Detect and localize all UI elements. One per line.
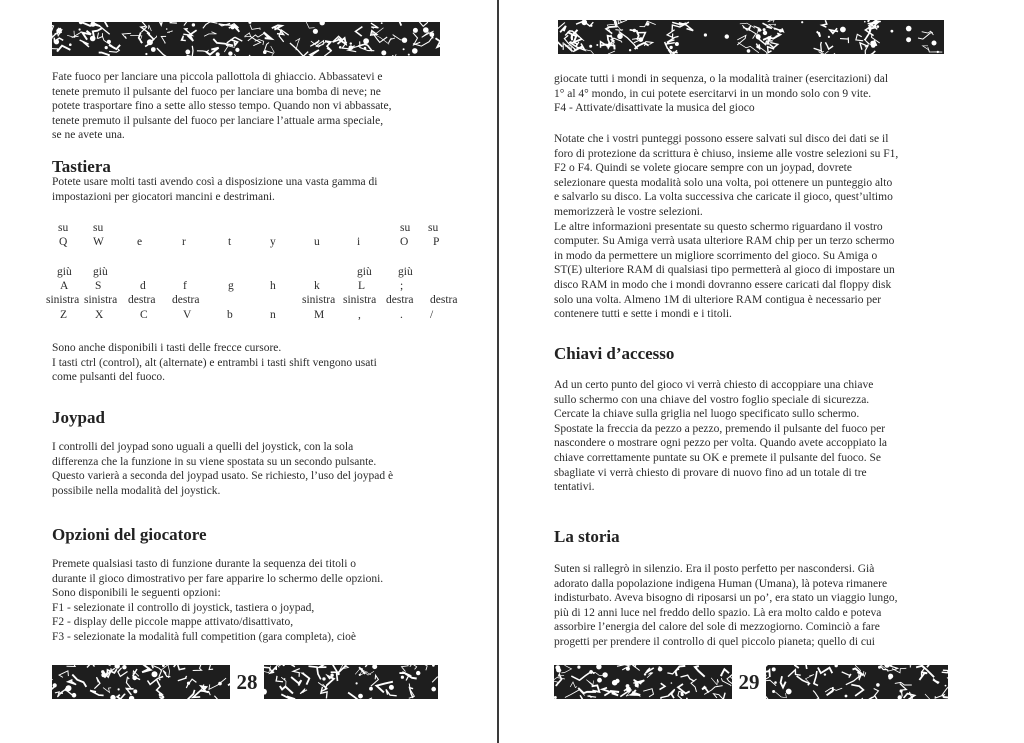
keyboard-cell: giù	[57, 266, 72, 278]
keyboard-cell: W	[93, 236, 104, 248]
keyboard-cell: giù	[398, 266, 413, 278]
tastiera-paragraph: Potete usare molti tasti avendo così a disposizione una vasta gamma di impostazioni per giocatori mancini e destrimani.	[52, 176, 378, 203]
keyboard-cell: e	[137, 236, 143, 248]
keyboard-cell: sinistra	[302, 294, 336, 306]
keyboard-cell: su	[400, 222, 411, 234]
keyboard-cell: su	[428, 222, 439, 234]
keyboard-cell: n	[270, 309, 276, 321]
keyboard-cell: ,	[358, 309, 361, 321]
keyboard-cell: h	[270, 280, 276, 292]
heading-chiavi: Chiavi d’accesso	[554, 344, 675, 363]
keyboard-cell: d	[140, 280, 146, 292]
page-number: 28	[230, 665, 264, 699]
heading-joypad: Joypad	[52, 408, 105, 427]
intro-paragraph: giocate tutti i mondi in sequenza, o la modalità trainer (esercitazioni) dal 1° al 4° mondo, in cui potete esercitarvi in un mondo solo con 9 vite. F4 - Attivate/disattivate la musica del gioco	[554, 73, 889, 115]
storia-paragraph: Suten si rallegrò in silenzio. Era il posto perfetto per nascondersi. Già adorato dalla popolazione indigena Human (Umana), là poteva rimanere indisturbato. Aveva bisogno di riposarsi un po’, era stato un viaggio lungo, più di 12 anni luce nel freddo dello spazio. Là era molto caldo e poteva assorbire l’energia del calore del sole di mezzogiorno. Cominciò a fare progetti per prendere il controllo di quel piccolo pianeta; quello di cui	[554, 563, 898, 648]
keyboard-notes-paragraph: Sono anche disponibili i tasti delle frecce cursore. I tasti ctrl (control), alt (alternate) e entrambi i tasti shift vengono usati come pulsanti del fuoco.	[52, 342, 377, 384]
keyboard-cell: r	[182, 236, 186, 248]
keyboard-cell: S	[95, 280, 102, 292]
keyboard-cell: ;	[400, 280, 404, 292]
keyboard-cell: f	[183, 280, 187, 292]
keyboard-cell: y	[270, 236, 276, 248]
keyboard-cell: destra	[430, 294, 458, 306]
keyboard-cell: A	[60, 280, 69, 292]
keyboard-cell: V	[183, 309, 192, 321]
keyboard-cell: t	[228, 236, 232, 248]
chiavi-paragraph: Ad un certo punto del gioco vi verrà chiesto di accoppiare una chiave sullo schermo con una chiave del vostro foglio speciale di sicurezza. Cercate la chiave sulla griglia nel luogo specificato sullo schermo. Spostate la freccia da pezzo a pezzo, premendo il pulsante del fuoco per nascondere o mostrare ogni pezzo per volta. Quando avete accoppiato la chiave correttamente puntate su OK e premete il pulsante del fuoco. Se sbagliate vi verrà chiesto di provare di nuovo fino ad un totale di tre tentativi.	[554, 379, 888, 494]
heading-opzioni: Opzioni del giocatore	[52, 525, 207, 544]
notes-paragraph: Notate che i vostri punteggi possono essere salvati sul disco dei dati se il foro di protezione da scrittura è chiuso, insieme alle vostre selezioni su F1, F2 o F4. Quindi se volete giocare sempre con un joypad, dovrete selezionare questa modalità solo una volta, poi ottenere un punteggio alto e salvarlo su disco. La volta successiva che caricate il gioco, quest’ultimo memorizzerà le vostre selezioni. Le altre informazioni presentate su questo schermo riguardano il vostro computer. Su Amiga verrà usata ulteriore RAM chip per un terzo schermo in modo da permettere un migliore scorrimento del gioco. Su Amiga o ST(E) ulteriore RAM di qualsiasi tipo permetterà al gioco di impostare un disco RAM in modo che i mondi dovranno essere caricati dal floppy disk solo una volta. Almeno 1M di ulteriore RAM contigua è necessario per contenere tutti e sette i mondi e i titoli.	[554, 133, 899, 321]
keyboard-cell: Z	[60, 309, 68, 321]
decorative-border-top	[558, 20, 944, 54]
heading-tastiera: Tastiera	[52, 157, 111, 176]
keyboard-cell: O	[400, 236, 409, 248]
joypad-paragraph: I controlli del joypad sono uguali a quelli del joystick, con la sola differenza che la funzione in su viene spostata su un secondo pulsante. Questo varierà a seconda del joypad usato. Se richiesto, l’uso del joypad è possibile nella modalità del joystick.	[52, 441, 394, 497]
keyboard-cell: destra	[386, 294, 414, 306]
page-number: 29	[732, 665, 766, 699]
keyboard-cell: destra	[172, 294, 200, 306]
keyboard-cell: i	[357, 236, 361, 248]
keyboard-cell: giù	[357, 266, 372, 278]
keyboard-cell: X	[95, 309, 104, 321]
keyboard-cell: u	[314, 236, 320, 248]
keyboard-cell: .	[400, 309, 403, 321]
keyboard-cell: C	[140, 309, 148, 321]
keyboard-cell: g	[228, 280, 234, 292]
keyboard-cell: su	[93, 222, 104, 234]
keyboard-cell: b	[227, 309, 233, 321]
keyboard-cell: sinistra	[84, 294, 118, 306]
keyboard-cell: giù	[93, 266, 108, 278]
keyboard-cell: M	[314, 309, 325, 321]
heading-storia: La storia	[554, 527, 620, 546]
keyboard-cell: /	[430, 309, 434, 321]
opzioni-paragraph: Premete qualsiasi tasto di funzione durante la sequenza dei titoli o durante il gioco dimostrativo per fare apparire lo schermo delle opzioni. Sono disponibili le seguenti opzioni: F1 - selezionate il controllo di joystick, tastiera o joypad, F2 - display delle piccole mappe attivato/disattivato, F3 - selezionate la modalità full competition (gara completa), cioè	[52, 558, 384, 643]
keyboard-cell: k	[314, 280, 320, 292]
keyboard-cell: destra	[128, 294, 156, 306]
decorative-border-top	[52, 22, 440, 56]
keyboard-cell: L	[358, 280, 366, 292]
left-page	[0, 0, 498, 743]
keyboard-cell: sinistra	[343, 294, 377, 306]
keyboard-cell: P	[433, 236, 440, 248]
right-page	[500, 0, 1024, 743]
keyboard-cell: su	[58, 222, 69, 234]
keyboard-cell: Q	[59, 236, 68, 248]
intro-paragraph: Fate fuoco per lanciare una piccola pallottola di ghiaccio. Abbassatevi e tenete premuto il pulsante del fuoco per lanciare una bomba di neve; ne potete trasportare fino a sette allo stesso tempo. Quando non vi abbassate, tenete premuto il pulsante del fuoco per lanciare l’attuale arma speciale, se ne avete una.	[52, 71, 392, 142]
keyboard-cell: sinistra	[46, 294, 80, 306]
